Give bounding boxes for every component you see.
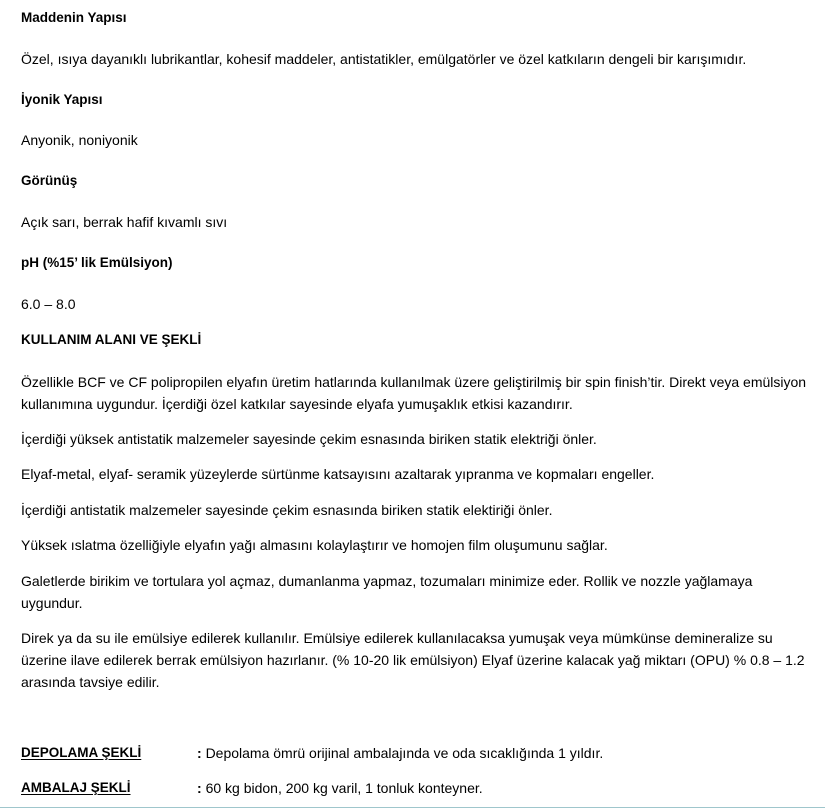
packaging-value: 60 kg bidon, 200 kg varil, 1 tonluk konteyner. — [205, 780, 483, 796]
usage-paragraph: Özellikle BCF ve CF polipropilen elyafın üretim hatlarında kullanılmak üzere geliştirilmiş bir spin finish’tir. Direkt veya emülsiyon kullanımına uygundur. İçerdiği özel katkılar sayesinde elyafa yumuşaklık etkisi kazandırır. — [21, 374, 807, 412]
usage-paragraph: İçerdiği yüksek antistatik malzemeler sayesinde çekim esnasında biriken statik elektriği önler. — [21, 431, 597, 447]
usage-paragraph: Yüksek ıslatma özelliğiyle elyafın yağı almasını kolaylaştırır ve homojen film oluşumunu sağlar. — [21, 537, 608, 553]
storage-value: Depolama ömrü orijinal ambalajında ve oda sıcaklığında 1 yıldır. — [205, 745, 604, 761]
packaging-colon: : — [197, 780, 202, 796]
bottom-divider — [0, 807, 825, 808]
ionic-text: Anyonik, noniyonik — [21, 132, 138, 148]
appearance-text: Açık sarı, berrak hafif kıvamlı sıvı — [21, 214, 228, 230]
packaging-value-wrap — [197, 777, 483, 799]
usage-paragraph: Elyaf-metal, elyaf- seramik yüzeylerde sürtünme katsayısını azaltarak yıpranma ve kopmaları engeller. — [21, 466, 655, 482]
storage-value-wrap — [197, 742, 603, 764]
packaging-label: AMBALAJ ŞEKLİ — [21, 780, 131, 795]
storage-label: DEPOLAMA ŞEKLİ — [21, 745, 142, 760]
usage-paragraph: Galetlerde birikim ve tortulara yol açmaz, dumanlanma yapmaz, tozumaları minimize eder. Rollik ve nozzle yağlamaya uygundur. — [21, 573, 753, 611]
usage-heading: KULLANIM ALANI VE ŞEKLİ — [21, 332, 202, 347]
usage-paragraph: İçerdiği antistatik malzemeler sayesinde çekim esnasında biriken statik elektiriği önler. — [21, 502, 553, 518]
structure-heading: Maddenin Yapısı — [21, 10, 127, 25]
storage-colon: : — [197, 745, 202, 761]
usage-paragraph: Direk ya da su ile emülsiye edilerek kullanılır. Emülsiye edilerek kullanılacaksa yumuşak veya mümkünse demineralize su üzerine ilave edilerek berrak emülsiyon hazırlanır. (% 10-20 lik emülsiyon) Elyaf üzerine kalacak yağ miktarı (OPU) % 0.8 – 1.2 arasında tavsiye edilir. — [21, 630, 805, 690]
ph-text: 6.0 – 8.0 — [21, 296, 76, 312]
ph-heading: pH (%15’ lik Emülsiyon) — [21, 255, 173, 270]
appearance-heading: Görünüş — [21, 173, 78, 188]
structure-text: Özel, ısıya dayanıklı lubrikantlar, kohesif maddeler, antistatikler, emülgatörler ve özel katkıların dengeli bir karışımıdır. — [21, 51, 747, 67]
ionic-heading: İyonik Yapısı — [21, 92, 103, 107]
